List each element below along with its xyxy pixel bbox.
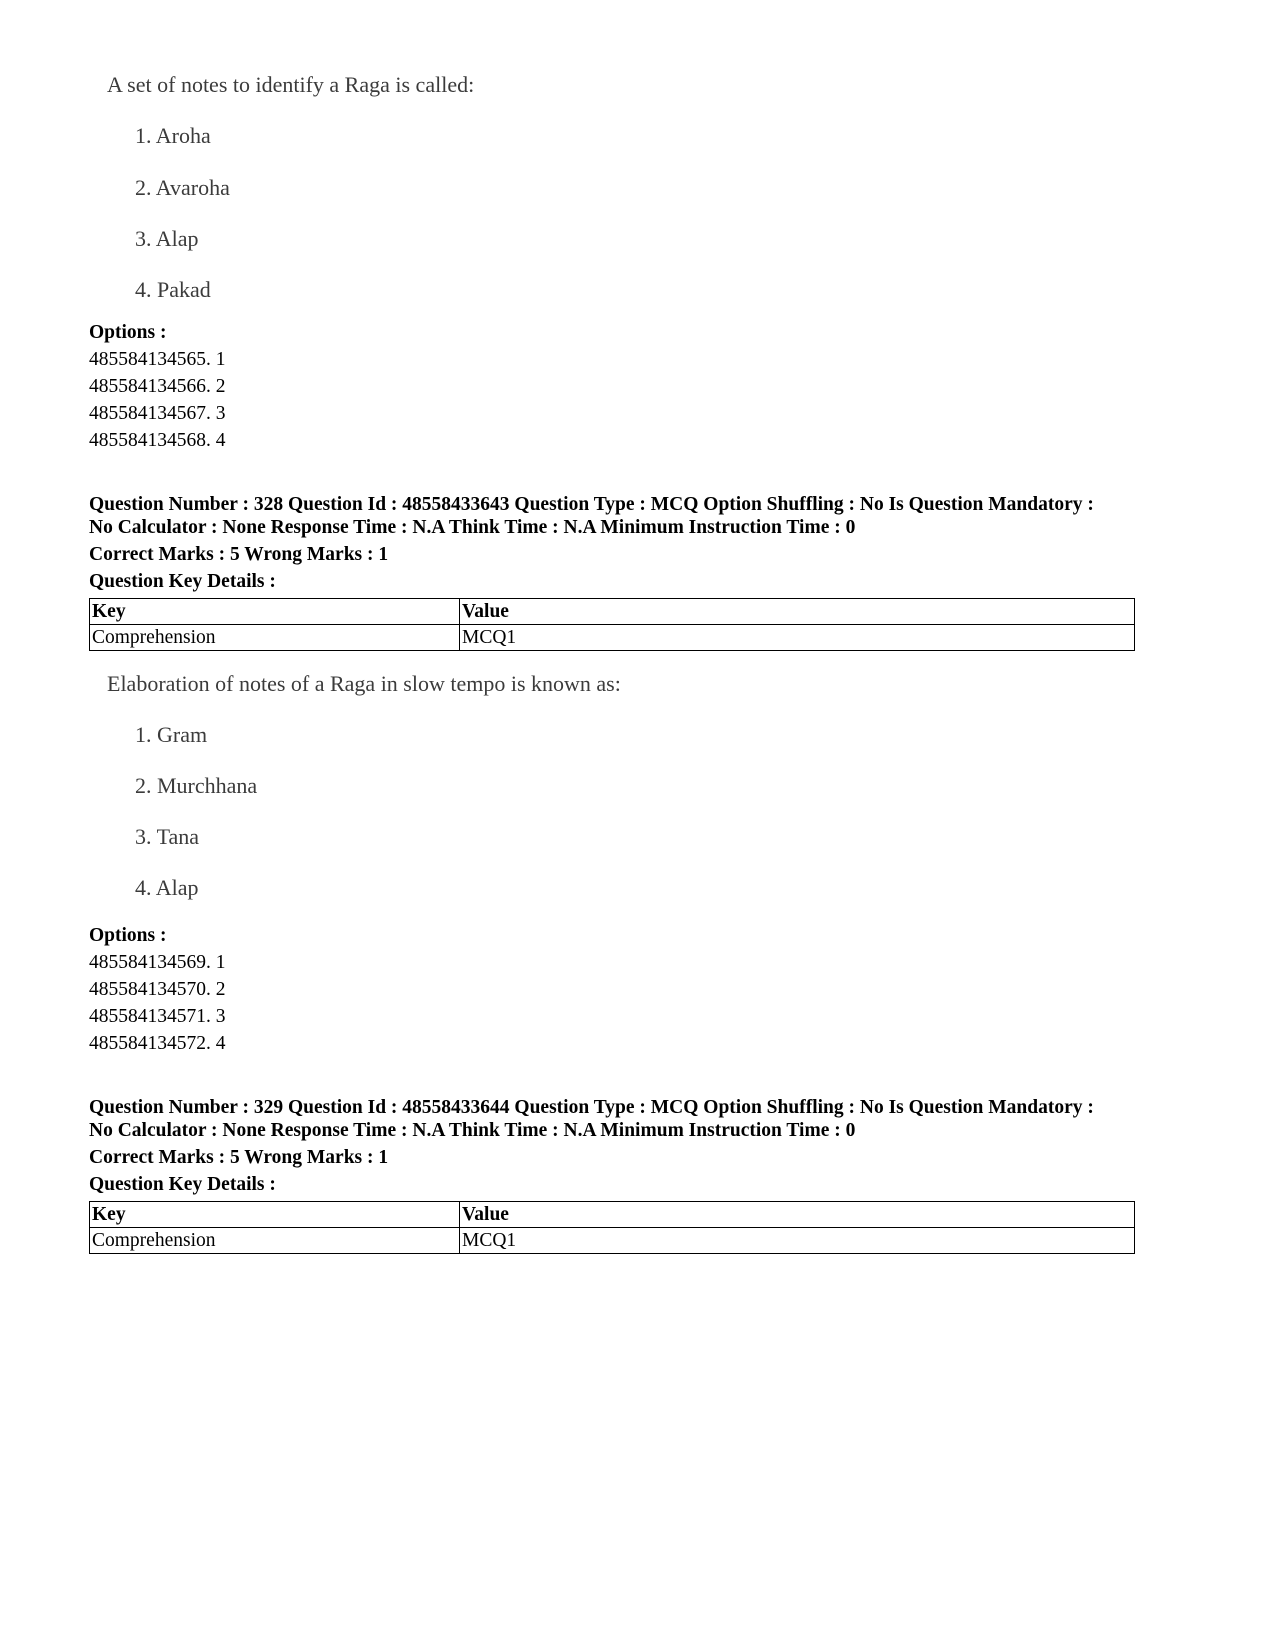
- table-header-row: [90, 599, 1135, 625]
- question-stem: Elaboration of notes of a Raga in slow tempo is known as:: [107, 671, 621, 696]
- table-row: [90, 625, 1135, 651]
- choice-2: 2. Murchhana: [135, 773, 258, 798]
- choice-4: 4. Alap: [135, 875, 199, 900]
- choice-2: 2. Avaroha: [135, 175, 230, 200]
- question-key-details-label: Question Key Details :: [89, 1174, 276, 1195]
- question-marks: Correct Marks : 5 Wrong Marks : 1: [89, 544, 389, 565]
- choice-1: 1. Aroha: [135, 123, 211, 148]
- question-meta-line2: No Calculator : None Response Time : N.A Think Time : N.A Minimum Instruction Time : 0: [89, 1120, 856, 1141]
- table-cell-value: MCQ1: [460, 625, 1135, 651]
- table-cell-key: Comprehension: [90, 1228, 460, 1254]
- option-line: 485584134570. 2: [89, 979, 226, 1000]
- option-line: 485584134568. 4: [89, 430, 226, 451]
- question-key-table: [89, 598, 1135, 651]
- table-header-value: Value: [460, 599, 1135, 625]
- question-meta-line1: Question Number : 328 Question Id : 48558433643 Question Type : MCQ Option Shuffling : No Is Question Mandatory :: [89, 494, 1094, 515]
- choice-4: 4. Pakad: [135, 277, 211, 302]
- option-line: 485584134571. 3: [89, 1006, 226, 1027]
- question-meta-line1: Question Number : 329 Question Id : 48558433644 Question Type : MCQ Option Shuffling : No Is Question Mandatory :: [89, 1097, 1094, 1118]
- table-header-key: Key: [90, 1202, 460, 1228]
- choice-3: 3. Tana: [135, 824, 200, 849]
- options-label: Options :: [89, 322, 167, 343]
- options-label: Options :: [89, 925, 167, 946]
- question-meta-line2: No Calculator : None Response Time : N.A Think Time : N.A Minimum Instruction Time : 0: [89, 517, 856, 538]
- table-header-row: [90, 1202, 1135, 1228]
- option-line: 485584134567. 3: [89, 403, 226, 424]
- table-header-key: Key: [90, 599, 460, 625]
- table-row: [90, 1228, 1135, 1254]
- choice-1: 1. Gram: [135, 722, 208, 747]
- question-marks: Correct Marks : 5 Wrong Marks : 1: [89, 1147, 389, 1168]
- option-line: 485584134572. 4: [89, 1033, 226, 1054]
- table-cell-value: MCQ1: [460, 1228, 1135, 1254]
- question-key-details-label: Question Key Details :: [89, 571, 276, 592]
- option-line: 485584134565. 1: [89, 349, 226, 370]
- choice-3: 3. Alap: [135, 226, 199, 251]
- table-header-value: Value: [460, 1202, 1135, 1228]
- option-line: 485584134566. 2: [89, 376, 226, 397]
- question-key-table: [89, 1201, 1135, 1254]
- option-line: 485584134569. 1: [89, 952, 226, 973]
- table-cell-key: Comprehension: [90, 625, 460, 651]
- question-stem-top: A set of notes to identify a Raga is called:: [107, 72, 475, 97]
